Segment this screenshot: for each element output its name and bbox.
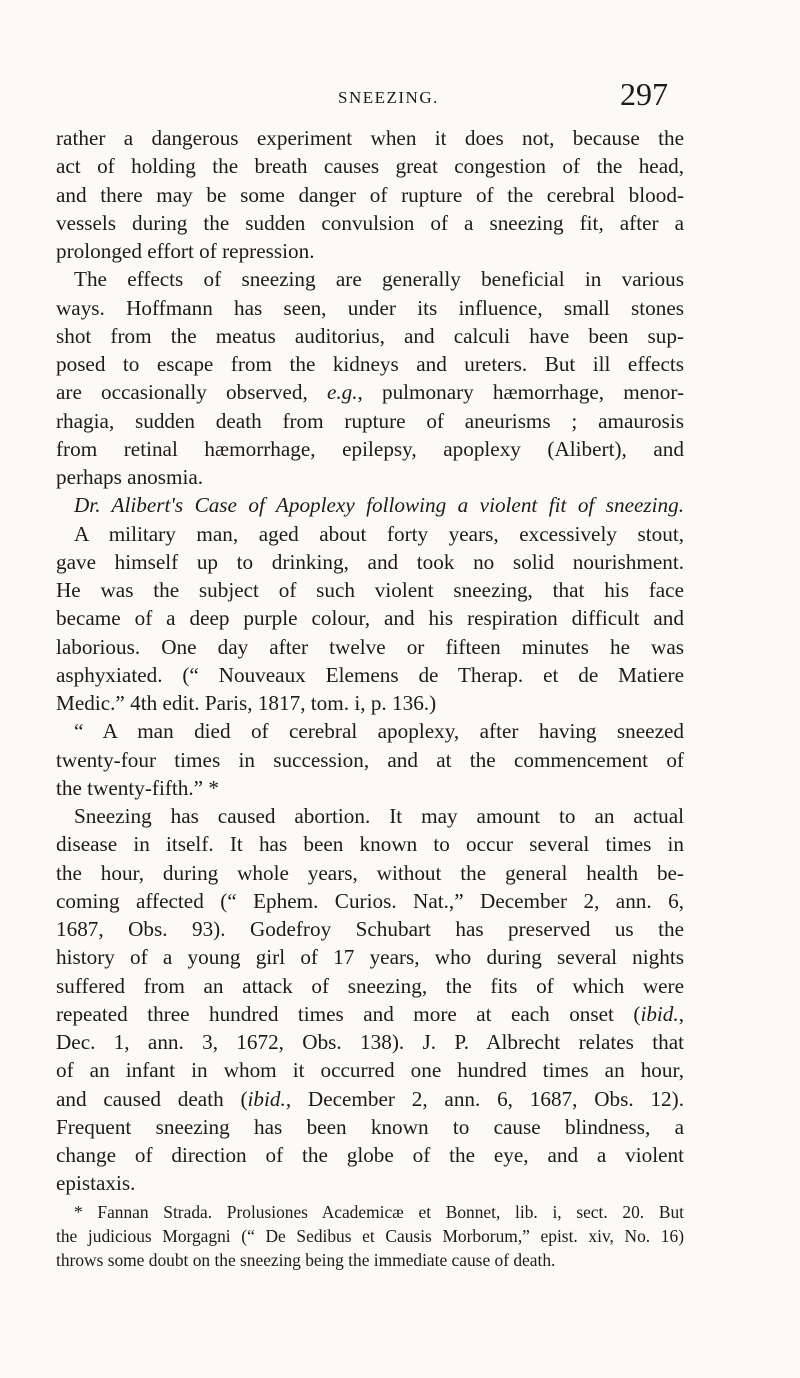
text-line: vessels during the sudden convulsion of a sneezing fit, after a — [56, 210, 684, 235]
text-line: He was the subject of such violent sneezing, that his face — [56, 578, 684, 602]
text-line: perhaps anosmia. — [56, 465, 204, 489]
text-line: Medic.” 4th edit. Paris, 1817, tom. i, p. 136.) — [56, 691, 437, 715]
text-line: coming affected (“ Ephem. Curios. Nat.,” December 2, ann. 6, — [56, 888, 684, 913]
text-line: repeated three hundred times and more at each onset (ibid., — [56, 1001, 684, 1026]
text-line: change of direction of the globe of the eye, and a violent — [56, 1143, 684, 1167]
text-line: suffered from an attack of sneezing, the fits of which were — [56, 973, 684, 998]
text-line: act of holding the breath causes great congestion of the head, — [56, 154, 684, 179]
text-line: ways. Hoffmann has seen, under its influence, small stones — [56, 295, 684, 320]
text-line: and caused death (ibid., December 2, ann. 6, 1687, Obs. 12). — [56, 1086, 684, 1111]
running-head-title: SNEEZING. — [338, 88, 439, 107]
text-line: posed to escape from the kidneys and ureters. But ill effects — [56, 352, 684, 376]
text-line: gave himself up to drinking, and took no solid nourishment. — [56, 549, 684, 574]
text-line: epistaxis. — [56, 1171, 136, 1196]
text-line: shot from the meatus auditorius, and calculi have been sup- — [56, 323, 684, 348]
footnote-line: * Fannan Strada. Prolusiones Academicæ et Bonnet, lib. i, sect. 20. But — [74, 1201, 684, 1222]
text-line: twenty-four times in succession, and at the commencement of — [56, 747, 684, 772]
text-line: A military man, aged about forty years, excessively stout, — [74, 521, 684, 546]
running-head — [0, 76, 800, 120]
text-line: from retinal hæmorrhage, epilepsy, apoplexy (Alibert), and — [56, 436, 684, 461]
text-line: Dec. 1, ann. 3, 1672, Obs. 138). J. P. Albrecht relates that — [56, 1030, 684, 1054]
text-line: of an infant in whom it occurred one hundred times an hour, — [56, 1058, 684, 1083]
text-line: Sneezing has caused abortion. It may amount to an actual — [74, 804, 684, 828]
page-number: 297 — [620, 76, 668, 112]
text-line: and there may be some danger of rupture of the cerebral blood- — [56, 182, 684, 207]
text-line: disease in itself. It has been known to occur several times in — [56, 832, 684, 857]
text-line: rhagia, sudden death from rupture of aneurisms ; amaurosis — [56, 408, 684, 433]
text-line: “ A man died of cerebral apoplexy, after having sneezed — [74, 719, 684, 744]
text-line: The effects of sneezing are generally beneficial in various — [74, 267, 684, 292]
footnote-line: throws some doubt on the sneezing being the immediate cause of death. — [56, 1249, 556, 1270]
text-line: asphyxiated. (“ Nouveaux Elemens de Therap. et de Matiere — [56, 662, 684, 687]
text-line: became of a deep purple colour, and his respiration difficult and — [56, 606, 684, 631]
body-text — [56, 124, 684, 1272]
footnote — [56, 1200, 684, 1272]
text-line: the hour, during whole years, without the general health be- — [56, 860, 684, 885]
text-line: Dr. Alibert's Case of Apoplexy following a violent fit of sneezing. — [74, 493, 684, 518]
text-line: laborious. One day after twelve or fifteen minutes he was — [56, 634, 684, 659]
text-line: rather a dangerous experiment when it does not, because the — [56, 126, 684, 150]
text-line: history of a young girl of 17 years, who during several nights — [56, 945, 684, 970]
text-line: 1687, Obs. 93). Godefroy Schubart has preserved us the — [56, 917, 684, 941]
text-line: prolonged effort of repression. — [56, 239, 315, 263]
text-line: are occasionally observed, e.g., pulmonary hæmorrhage, menor- — [56, 380, 684, 405]
text-line: Frequent sneezing has been known to cause blindness, a — [56, 1114, 684, 1139]
text-line: the twenty-fifth.” * — [56, 775, 219, 800]
footnote-line: the judicious Morgagni (“ De Sedibus et Causis Morborum,” epist. xiv, No. 16) — [56, 1225, 684, 1246]
body-lines — [56, 124, 684, 1198]
